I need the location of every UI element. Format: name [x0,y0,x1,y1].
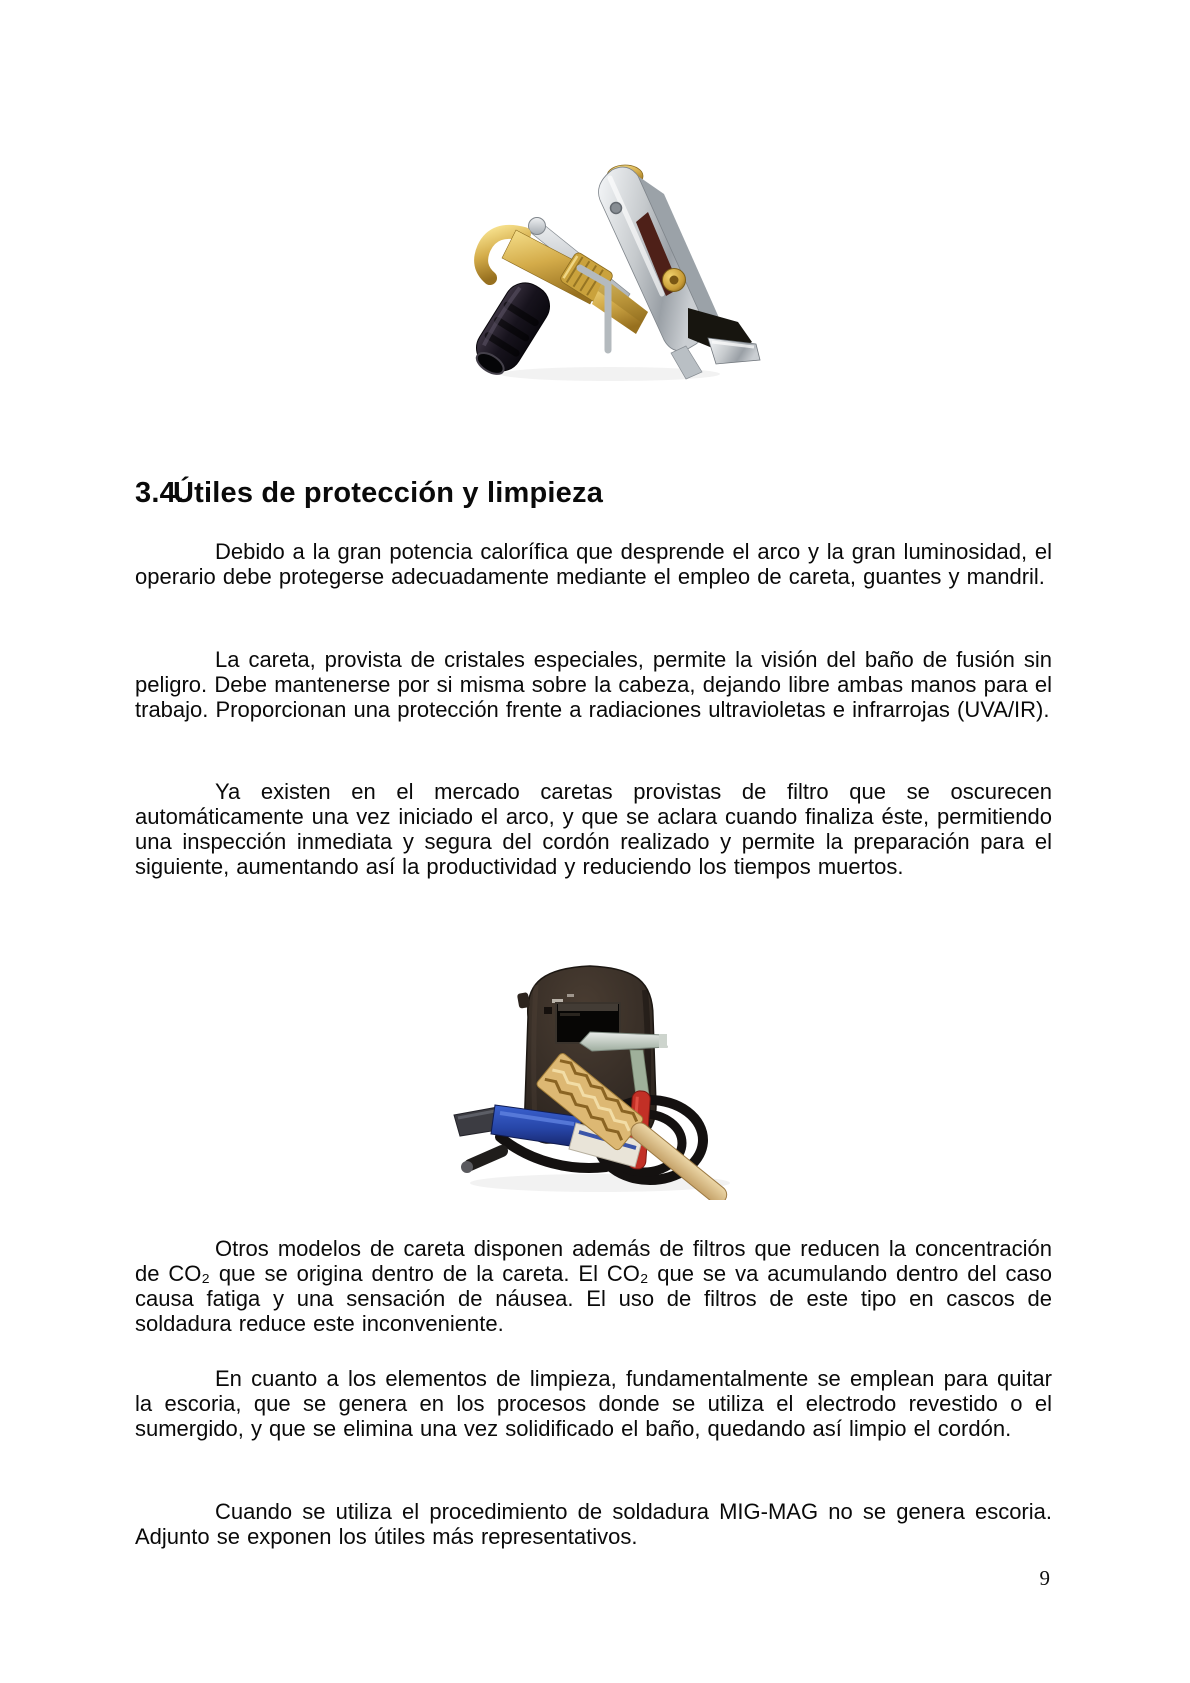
welding-clamps-figure [450,160,770,385]
paragraph-6: Cuando se utiliza el procedimiento de soldadura MIG-MAG no se genera escoria. Adjunto se exponen los útiles más representativos. [135,1499,1052,1549]
paragraph-4: Otros modelos de careta disponen además de filtros que reducen la concentración de CO₂ que se origina dentro de la careta. El CO₂ que se va acumulando dentro del caso causa fatiga y una sensación de náusea. El uso de filtros de este tipo en cascos de soldadura reduce este inconveniente. [135,1236,1052,1336]
chrome-earth-clamp [599,165,761,379]
paragraph-1: Debido a la gran potencia calorífica que desprende el arco y la gran luminosidad, el operario debe protegerse adecuadamente mediante el empleo de careta, guantes y mandril. [135,539,1052,589]
cable-lug [461,1161,473,1173]
paragraph-2: La careta, provista de cristales especiales, permite la visión del baño de fusión sin peligro. Debe mantenerse por si misma sobre la cabeza, dejando libre ambas manos para el trabajo. Proporcionan una protección frente a radiaciones ultravioletas e infrarrojas (UVA/IR). [135,647,1052,722]
section-heading [135,477,1052,509]
paragraph-5: En cuanto a los elementos de limpieza, fundamentalmente se emplean para quitar la escoria, que se genera en los procesos donde se utiliza el electrodo revestido o el sumergido, y que se elimina una vez solidificado el baño, quedando así limpio el cordón. [135,1366,1052,1441]
welding-helmet-kit-figure [440,955,770,1200]
black-ribbed-handle [466,275,557,382]
paragraph-3: Ya existen en el mercado caretas provistas de filtro que se oscurecen automáticamente una vez iniciado el arco, y que se aclara cuando finaliza éste, permitiendo una inspección inmediata y segura del cordón realizado y permite la preparación para el siguiente, aumentando así la productividad y reduciendo los tiempos muertos. [135,779,1052,879]
page-number: 9 [1039,1566,1050,1590]
section-title: Útiles de protección y limpieza [173,477,604,509]
section-number: 3.4. [135,477,185,509]
